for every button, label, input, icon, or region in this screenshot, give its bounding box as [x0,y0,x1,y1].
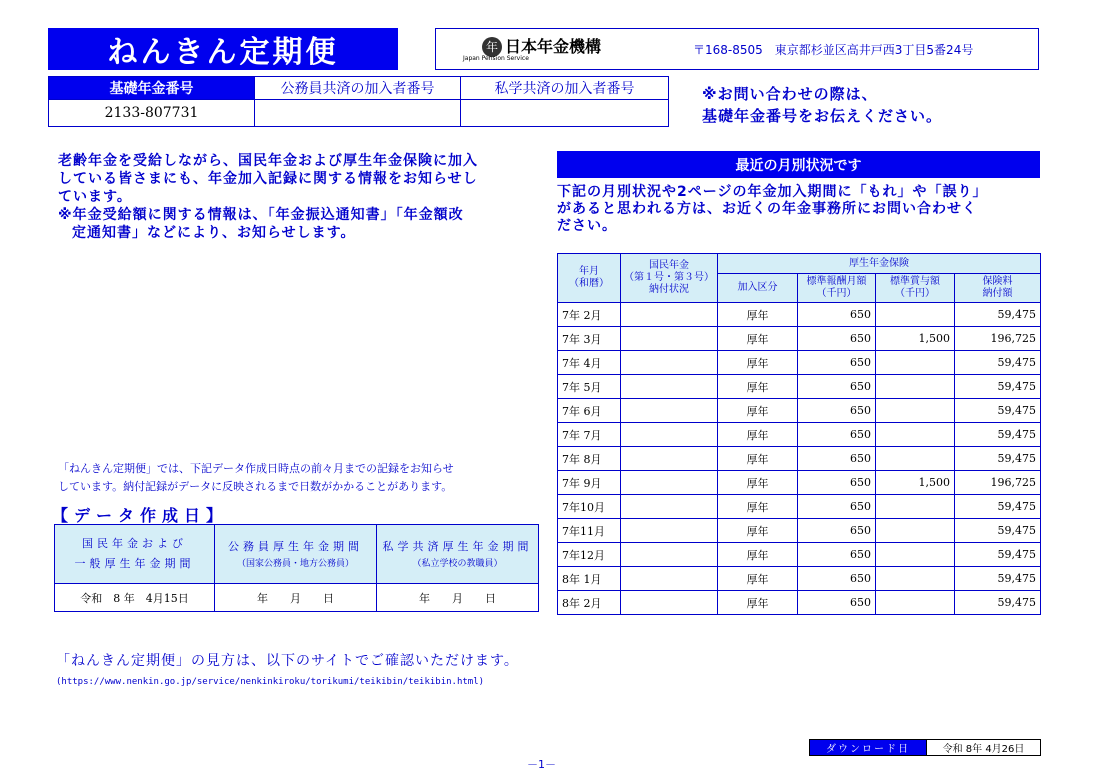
monthly-cell-nat [621,591,718,615]
howto-url-link[interactable]: (https://www.nenkin.go.jp/service/nenkinkiroku/torikumi/teikibin/teikibin.html) [56,677,485,687]
monthly-cell-nat [621,399,718,423]
public-mutual-number [255,100,461,127]
monthly-cell-bonus: 1,500 [876,327,955,351]
recent-status-header: 最近の月別状況です [557,151,1040,178]
private-school-period-header: 私学共済厚生年金期間 （私立学校の教職員） [377,525,539,584]
inquiry-line-1: ※お問い合わせの際は、 [702,85,878,103]
monthly-cell-premium: 59,475 [955,495,1041,519]
monthly-cell-nat [621,495,718,519]
monthly-cell-premium: 59,475 [955,351,1041,375]
monthly-cell-month: 7年 8月 [558,447,621,471]
page-number: －1－ [527,758,556,771]
monthly-cell-salary: 650 [798,375,876,399]
national-general-period-date: 令和 8 年 4月15日 [55,584,215,612]
recent-desc-line: ださい。 [557,218,617,234]
recent-desc-line: 下記の月別状況や2ページの年金加入期間に「もれ」や「誤り」 [557,184,988,200]
monthly-row [558,351,1041,375]
monthly-row [558,375,1041,399]
org-address: 〒168-8505 東京都杉並区高井戸西3丁目5番24号 [693,42,974,57]
monthly-cell-month: 7年 6月 [558,399,621,423]
monthly-cell-kubun: 厚年 [718,519,798,543]
download-date-box [809,739,1041,756]
monthly-cell-salary: 650 [798,591,876,615]
col-national-pension-header: 国民年金 （第１号・第３号） 納付状況 [621,254,718,303]
monthly-cell-salary: 650 [798,399,876,423]
monthly-cell-premium: 59,475 [955,567,1041,591]
jps-logo [436,37,601,62]
monthly-cell-premium: 196,725 [955,327,1041,351]
intro-text [58,152,528,242]
monthly-row [558,447,1041,471]
monthly-cell-kubun: 厚年 [718,351,798,375]
recent-desc-line: があると思われる方は、お近くの年金事務所にお問い合わせく [557,201,977,217]
monthly-cell-bonus [876,591,955,615]
monthly-cell-premium: 59,475 [955,519,1041,543]
monthly-row [558,519,1041,543]
monthly-cell-salary: 650 [798,519,876,543]
monthly-cell-premium: 59,475 [955,591,1041,615]
monthly-cell-nat [621,543,718,567]
monthly-cell-month: 8年 2月 [558,591,621,615]
monthly-cell-month: 7年 7月 [558,423,621,447]
col-premium-header: 保険料 納付額 [955,274,1041,303]
private-school-number [461,100,669,127]
col-month-header: 年月 （和暦） [558,254,621,303]
inquiry-note [702,83,942,127]
monthly-cell-nat [621,327,718,351]
col-salary-header: 標準報酬月額 （千円） [798,274,876,303]
intro-line: 老齢年金を受給しながら、国民年金および厚生年金保険に加入 [58,153,478,169]
monthly-cell-salary: 650 [798,471,876,495]
download-date-value: 令和 8年 4月26日 [926,740,1040,755]
public-servant-period-header: 公務員厚生年金期間 （国家公務員・地方公務員） [215,525,377,584]
monthly-row [558,423,1041,447]
monthly-cell-bonus [876,519,955,543]
private-school-number-header: 私学共済の加入者番号 [461,77,669,100]
col-kubun-header: 加入区分 [718,274,798,303]
monthly-cell-bonus [876,351,955,375]
monthly-cell-salary: 650 [798,543,876,567]
monthly-cell-salary: 650 [798,567,876,591]
national-general-period-header: 国民年金および 一般厚生年金期間 [55,525,215,584]
basic-pension-number-header: 基礎年金番号 [49,77,255,100]
monthly-cell-salary: 650 [798,303,876,327]
monthly-cell-salary: 650 [798,423,876,447]
monthly-cell-month: 7年 9月 [558,471,621,495]
monthly-row [558,327,1041,351]
jps-logo-icon: 年 [482,37,502,57]
monthly-cell-kubun: 厚年 [718,447,798,471]
private-school-period-date: 年 月 日 [377,584,539,612]
monthly-cell-nat [621,303,718,327]
intro-note: 定通知書」などにより、お知らせします。 [72,225,356,241]
monthly-cell-kubun: 厚年 [718,543,798,567]
data-creation-date-label: 【データ作成日】 [52,506,229,525]
monthly-cell-month: 7年 5月 [558,375,621,399]
monthly-cell-kubun: 厚年 [718,471,798,495]
monthly-cell-month: 7年 3月 [558,327,621,351]
intro-line: している皆さまにも、年金加入記録に関する情報をお知らせし [58,171,478,187]
record-info-line: 「ねんきん定期便」では、下記データ作成日時点の前々月までの記録をお知らせ [58,462,454,475]
monthly-cell-premium: 196,725 [955,471,1041,495]
download-date-label: ダウンロード日 [810,740,926,755]
monthly-cell-kubun: 厚年 [718,399,798,423]
monthly-cell-salary: 650 [798,495,876,519]
monthly-row [558,495,1041,519]
monthly-cell-salary: 650 [798,327,876,351]
monthly-cell-bonus [876,543,955,567]
monthly-cell-kubun: 厚年 [718,375,798,399]
monthly-cell-bonus [876,375,955,399]
monthly-cell-month: 7年12月 [558,543,621,567]
monthly-cell-kubun: 厚年 [718,591,798,615]
monthly-cell-month: 7年11月 [558,519,621,543]
intro-note: ※年金受給額に関する情報は、「年金振込通知書」「年金額改 [58,207,464,223]
recent-status-description [557,184,1042,235]
monthly-cell-bonus [876,567,955,591]
monthly-cell-premium: 59,475 [955,375,1041,399]
monthly-cell-nat [621,471,718,495]
monthly-cell-kubun: 厚年 [718,423,798,447]
monthly-cell-month: 7年 4月 [558,351,621,375]
monthly-cell-premium: 59,475 [955,303,1041,327]
monthly-cell-bonus [876,399,955,423]
monthly-row [558,399,1041,423]
monthly-cell-premium: 59,475 [955,543,1041,567]
monthly-cell-salary: 650 [798,351,876,375]
monthly-status-table [557,253,1041,615]
monthly-cell-kubun: 厚年 [718,567,798,591]
inquiry-line-2: 基礎年金番号をお伝えください。 [702,107,943,125]
header-box [435,28,1039,70]
monthly-cell-premium: 59,475 [955,423,1041,447]
monthly-cell-premium: 59,475 [955,447,1041,471]
monthly-row [558,543,1041,567]
record-info-note [58,460,454,496]
monthly-cell-bonus [876,495,955,519]
monthly-cell-nat [621,375,718,399]
monthly-cell-month: 8年 1月 [558,567,621,591]
monthly-cell-kubun: 厚年 [718,327,798,351]
monthly-cell-bonus [876,303,955,327]
public-servant-period-date: 年 月 日 [215,584,377,612]
monthly-row [558,303,1041,327]
col-welfare-pension-header: 厚生年金保険 [718,254,1041,274]
monthly-cell-bonus: 1,500 [876,471,955,495]
monthly-cell-nat [621,351,718,375]
basic-pension-number: 2133-807731 [49,100,255,127]
monthly-cell-nat [621,423,718,447]
monthly-cell-bonus [876,423,955,447]
pension-number-table [48,76,669,127]
page-title: ねんきん定期便 [48,28,398,70]
monthly-row [558,471,1041,495]
intro-line: ています。 [58,189,132,205]
org-sub: Japan Pension Service [463,54,529,62]
monthly-cell-premium: 59,475 [955,399,1041,423]
col-bonus-header: 標準賞与額 （千円） [876,274,955,303]
monthly-cell-kubun: 厚年 [718,303,798,327]
monthly-cell-nat [621,567,718,591]
public-mutual-number-header: 公務員共済の加入者番号 [255,77,461,100]
monthly-row [558,567,1041,591]
monthly-cell-bonus [876,447,955,471]
org-name: 日本年金機構 [505,36,602,56]
monthly-cell-salary: 650 [798,447,876,471]
monthly-cell-nat [621,447,718,471]
howto-text: 「ねんきん定期便」の見方は、以下のサイトでご確認いただけます。 [56,653,519,669]
monthly-cell-month: 7年 2月 [558,303,621,327]
data-creation-date-table [54,524,539,612]
record-info-line: しています。納付記録がデータに反映されるまで日数がかかることがあります。 [58,480,453,493]
monthly-cell-kubun: 厚年 [718,495,798,519]
monthly-cell-nat [621,519,718,543]
monthly-cell-month: 7年10月 [558,495,621,519]
monthly-row [558,591,1041,615]
